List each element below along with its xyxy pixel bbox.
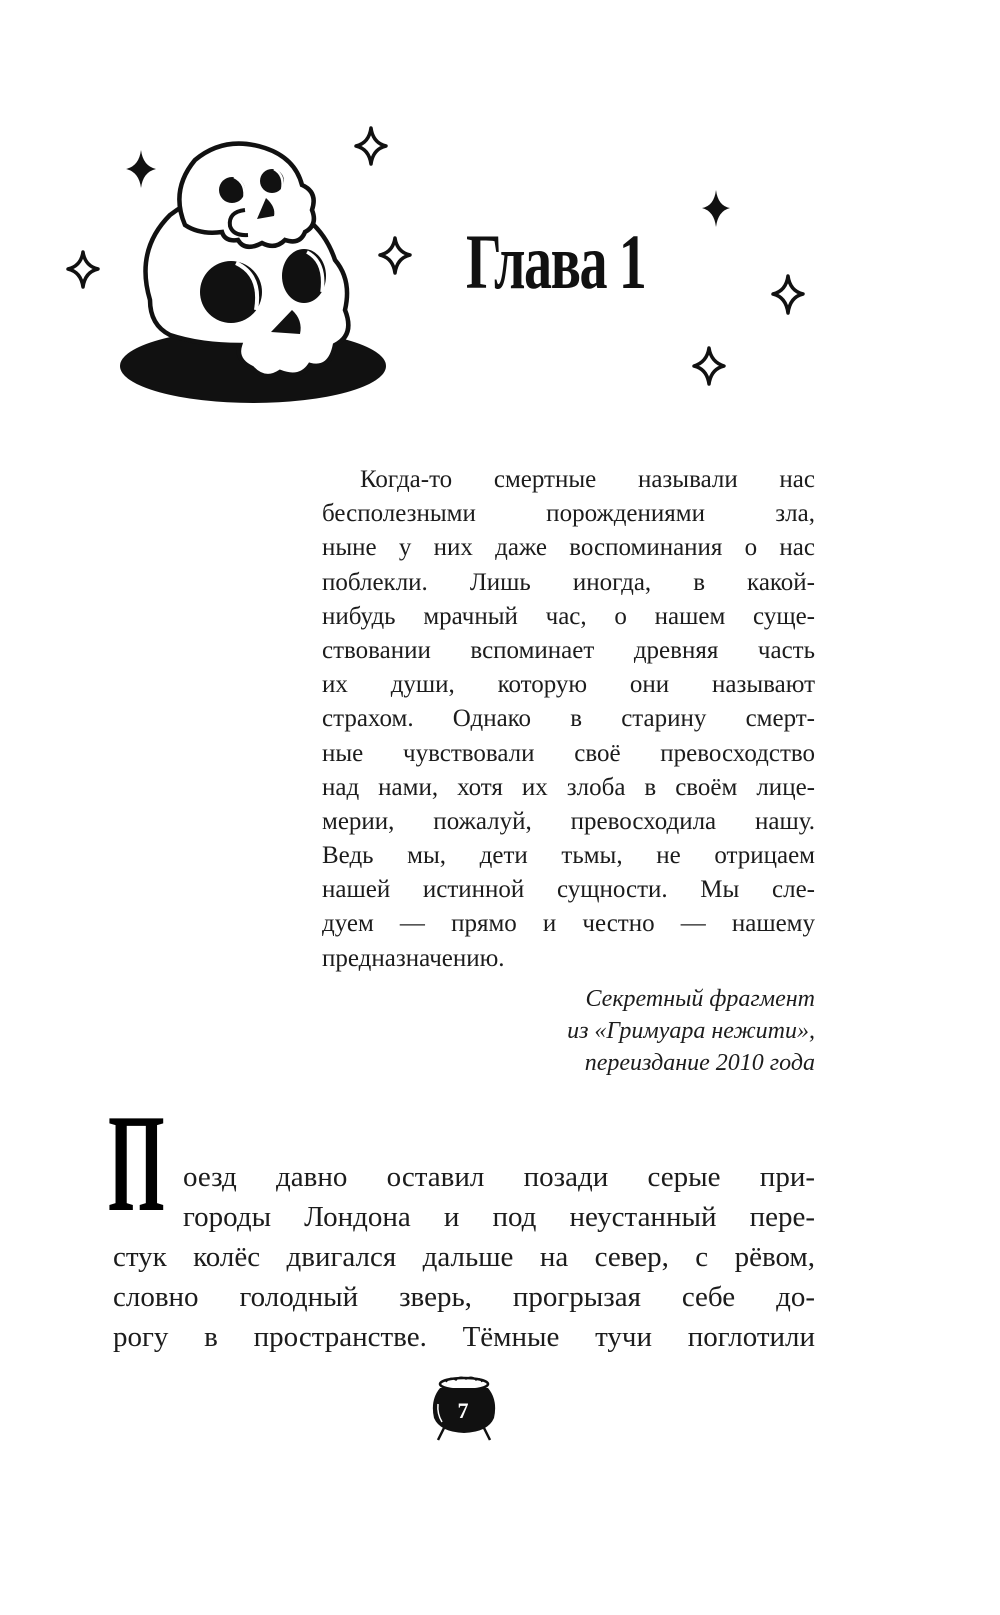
epigraph-line: Когда-то смертные называли нас <box>360 466 815 493</box>
attribution-line: переиздание 2010 года <box>584 1050 815 1076</box>
small-skull <box>179 144 314 247</box>
body-line: оезд давно оставил позади серые при- <box>183 1161 815 1193</box>
epigraph-line: предназначению. <box>322 944 505 972</box>
epigraph-line: нибудь мрачный час, о нашем суще- <box>322 602 815 630</box>
page-number: 7 <box>457 1398 469 1423</box>
epigraph-line: ныне у них даже воспоминания о нас <box>322 534 815 562</box>
epigraph <box>322 463 815 976</box>
epigraph-line: дуем — прямо и честно — нашему <box>322 910 815 938</box>
drop-cap: П <box>108 1086 165 1241</box>
attribution-line: Секретный фрагмент <box>585 986 815 1012</box>
epigraph-line: ствовании вспоминает древняя часть <box>322 636 815 664</box>
epigraph-line: нашей истинной сущности. Мы сле- <box>322 876 815 904</box>
epigraph-attribution <box>480 983 815 1079</box>
chapter-illustration <box>60 120 860 420</box>
page-number-badge <box>430 1370 500 1445</box>
epigraph-line: над нами, хотя их злоба в своём лице- <box>322 773 815 801</box>
epigraph-line: Ведь мы, дети тьмы, не отрицаем <box>322 842 815 870</box>
epigraph-line: ные чувствовали своё превосходство <box>322 739 815 767</box>
epigraph-line: страхом. Однако в старину смерт- <box>322 705 815 733</box>
chapter-title: Глава 1 <box>466 218 646 305</box>
body-line: словно голодный зверь, прогрызая себе до- <box>113 1281 815 1313</box>
epigraph-line: бесполезными порождениями зла, <box>322 500 815 528</box>
epigraph-line: их души, которую они называют <box>322 671 815 699</box>
epigraph-line: мерии, пожалуй, превосходила нашу. <box>322 807 815 835</box>
epigraph-line: поблекли. Лишь иногда, в какой- <box>322 568 815 596</box>
body-line: рогу в пространстве. Тёмные тучи поглотили <box>113 1321 815 1353</box>
body-line: стук колёс двигался дальше на север, с рёвом, <box>113 1241 815 1273</box>
body-line: городы Лондона и под неустанный пере- <box>183 1201 815 1233</box>
body-paragraph <box>113 1157 815 1357</box>
attribution-line: из «Гримуара нежити», <box>567 1018 815 1044</box>
